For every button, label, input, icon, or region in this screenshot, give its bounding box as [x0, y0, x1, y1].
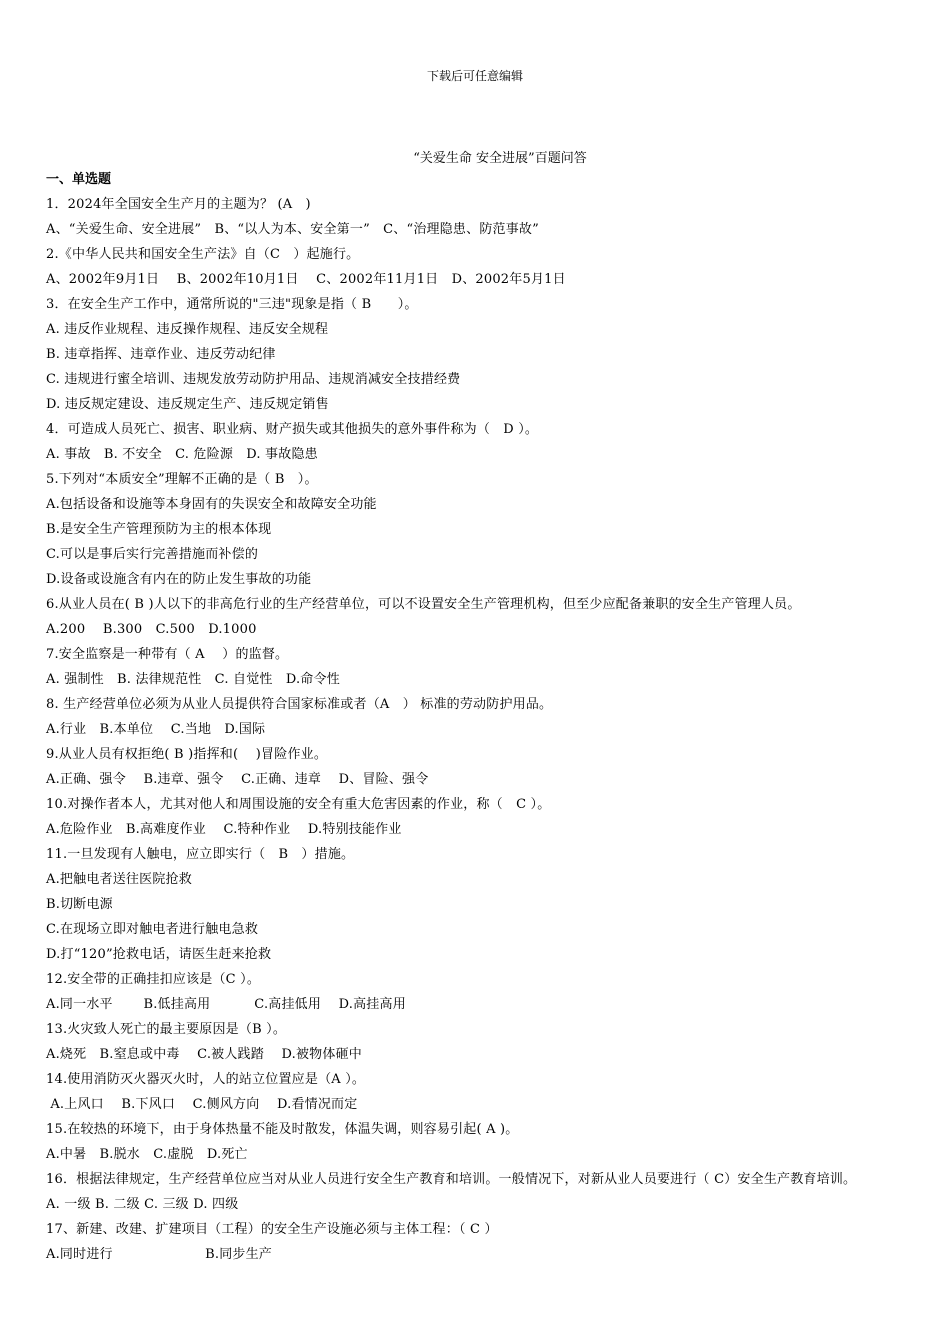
text-line: 13.火灾致人死亡的最主要原因是（B ）。 [46, 1022, 287, 1037]
text-line: 7.安全监察是一种带有（ A ）的监督。 [46, 647, 289, 662]
text-line: C.在现场立即对触电者进行触电急救 [46, 922, 259, 937]
text-line: A. 违反作业规程、违反操作规程、违反安全规程 [46, 322, 329, 337]
text-line: A.把触电者送往医院抢救 [46, 872, 192, 887]
header-note: 下载后可任意编辑 [426, 69, 523, 83]
text-line: C.可以是事后实行完善措施而补偿的 [46, 547, 259, 562]
text-line: D.打“120”抢救电话，请医生赶来抢救 [46, 947, 272, 962]
text-line: A、2002年9月1日 B、2002年10月1日 C、2002年11月1日 D、2002年5月1日 [46, 272, 566, 287]
text-line: 17、新建、改建、扩建项目（工程）的安全生产设施必须与主体工程：（ C ） [46, 1222, 498, 1237]
text-line: A.200 B.300 C.500 D.1000 [46, 622, 257, 637]
question-list [46, 192, 916, 1267]
text-line: 9.从业人员有权拒绝( B )指挥和( )冒险作业。 [46, 747, 328, 762]
text-line: 4．可造成人员死亡、损害、职业病、财产损失或其他损失的意外事件称为（ D ）。 [46, 422, 539, 437]
text-line: 6.从业人员在( B )人以下的非高危行业的生产经营单位，可以不设置安全生产管理机构，但至少应配备兼职的安全生产管理人员。 [46, 597, 801, 612]
text-line: A.同一水平 B.低挂高用 C.高挂低用 D.高挂高用 [46, 997, 406, 1012]
text-line: 12.安全带的正确挂扣应该是（C ）。 [46, 972, 261, 987]
text-line: A. 事故 B. 不安全 C. 危险源 D. 事故隐患 [46, 447, 318, 462]
text-line: A.同时进行 B.同步生产 [46, 1247, 273, 1262]
text-line: D. 违反规定建设、违反规定生产、违反规定销售 [46, 397, 329, 412]
text-line: A.烧死 B.窒息或中毒 C.被人践踏 D.被物体砸中 [46, 1047, 362, 1062]
text-line: D.设备或设施含有内在的防止发生事故的功能 [46, 572, 312, 587]
text-line: 14.使用消防灭火器灭火时，人的站立位置应是（A ）。 [46, 1072, 366, 1087]
text-line: 5.下列对“本质安全”理解不正确的是（ B ）。 [46, 472, 318, 487]
text-line: 3．在安全生产工作中，通常所说的"三违"现象是指（ B ）。 [46, 297, 418, 312]
text-line: A. 强制性 B. 法律规范性 C. 自觉性 D.命令性 [46, 672, 340, 687]
text-line: 11.一旦发现有人触电，应立即实行（ B ）措施。 [46, 847, 355, 862]
text-line: A.包括设备和设施等本身固有的失误安全和故障安全功能 [46, 497, 377, 512]
text-line: 1．2024年全国安全生产月的主题为？ (A ) [46, 197, 311, 212]
text-line: A.中暑 B.脱水 C.虚脱 D.死亡 [46, 1147, 248, 1162]
text-line: B. 违章指挥、违章作业、违反劳动纪律 [46, 347, 276, 362]
text-line: 16．根据法律规定，生产经营单位应当对从业人员进行安全生产教育和培训。一般情况下，对新从业人员要进行（ C）安全生产教育培训。 [46, 1172, 857, 1187]
text-line: B.是安全生产管理预防为主的根本体现 [46, 522, 272, 537]
text-line: B.切断电源 [46, 897, 113, 912]
text-line: A、“关爱生命、安全进展” B、“以人为本、安全第一” C、“治理隐患、防范事故” [46, 222, 539, 237]
text-line: 15.在较热的环境下，由于身体热量不能及时散发，体温失调，则容易引起( A )。 [46, 1122, 519, 1137]
document-body [46, 168, 916, 1267]
text-line: C. 违规进行蜜全培训、违规发放劳动防护用品、违规消减安全技措经费 [46, 372, 461, 387]
text-line: 2.《中华人民共和国安全生产法》自（C ）起施行。 [46, 247, 360, 262]
text-line: A.危险作业 B.高难度作业 C.特种作业 D.特别技能作业 [46, 822, 402, 837]
text-line: 8. 生产经营单位必须为从业人员提供符合国家标准或者（A ） 标准的劳动防护用品。 [46, 697, 553, 712]
text-line: A.行业 B.本单位 C.当地 D.国际 [46, 722, 266, 737]
text-line: A.上风口 B.下风口 C.侧风方向 D.看情况而定 [46, 1097, 358, 1112]
text-line: A.正确、强令 B.违章、强令 C.正确、违章 D、冒险、强令 [46, 772, 429, 787]
document-title: “关爱生命 安全进展”百题问答 [413, 151, 587, 166]
section-heading: 一、单选题 [46, 172, 112, 187]
text-line: A. 一级 B. 二级 C. 三级 D. 四级 [46, 1197, 239, 1212]
text-line: 10.对操作者本人，尤其对他人和周围设施的安全有重大危害因素的作业，称（ C ）。 [46, 797, 551, 812]
